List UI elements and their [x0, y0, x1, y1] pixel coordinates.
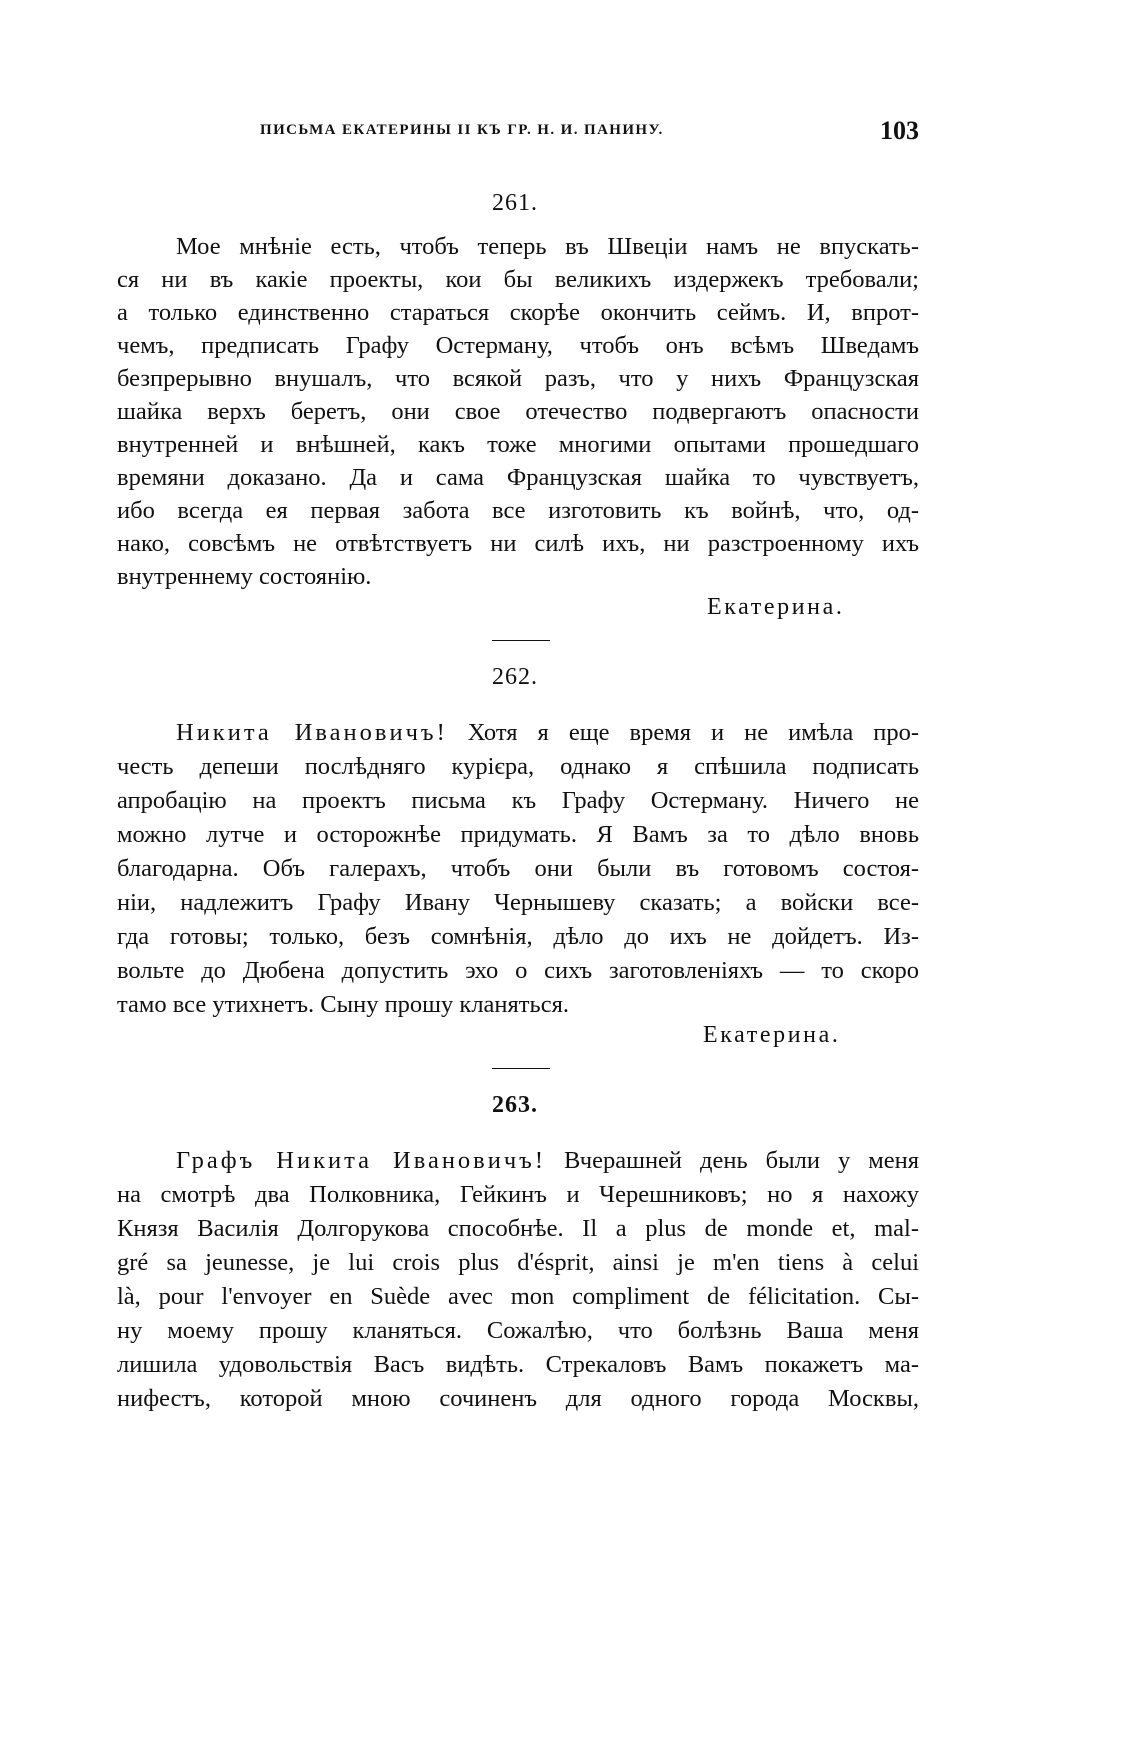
letter-262-line [176, 718, 919, 748]
letter-number-263: 263. [492, 1092, 538, 1118]
letter-262-signature: Екатерина. [703, 1022, 841, 1048]
letter-261-line: шайка верхъ беретъ, они свое отечество подвергаютъ опасности [117, 398, 919, 425]
letter-263-line-text: Вчерашней день были у меня [546, 1147, 919, 1174]
letter-263-line [176, 1146, 919, 1176]
letter-263-line: ну моему прошу кланяться. Сожалѣю, что болѣзнь Ваша меня [117, 1317, 919, 1344]
letter-262-line: гда готовы; только, безъ сомнѣнія, дѣло до ихъ не дойдетъ. Из- [117, 923, 919, 950]
letter-263-line: лишила удовольствія Васъ видѣть. Стрекаловъ Вамъ покажетъ ма- [117, 1351, 919, 1378]
section-divider [492, 640, 550, 641]
letter-263-line: нифестъ, которой мною сочиненъ для одного города Москвы, [117, 1385, 919, 1412]
letter-261-line: чемъ, предписать Графу Остерману, чтобъ онъ всѣмъ Шведамъ [117, 332, 919, 359]
letter-262-salutation: Никита Ивановичъ! [176, 719, 448, 746]
letter-261-line: ибо всегда ея первая забота все изготовить къ войнѣ, что, од- [117, 497, 919, 524]
section-divider [492, 1068, 550, 1069]
letter-261-line: а только единственно стараться скорѣе окончить сеймъ. И, впрот- [117, 299, 919, 326]
letter-261-signature: Екатерина. [707, 594, 845, 620]
letter-261-line: нако, совсѣмъ не отвѣтствуетъ ни силѣ ихъ, ни разстроенному ихъ [117, 530, 919, 557]
letter-263-salutation: Графъ Никита Ивановичъ! [176, 1147, 547, 1174]
letter-262-line: апробацію на проектъ письма къ Графу Остерману. Ничего не [117, 787, 919, 814]
letter-261-line: времяни доказано. Да и сама Французская шайка то чувствуетъ, [117, 464, 919, 491]
letter-263-line: là, pour l'envoyer en Suède avec mon compliment de félicitation. Сы- [117, 1283, 919, 1310]
letter-263-line: gré sa jeunesse, je lui crois plus d'ésprit, ainsi je m'en tiens à celui [117, 1249, 919, 1276]
letter-262-line: благодарна. Объ галерахъ, чтобъ они были въ готовомъ состоя- [117, 855, 919, 882]
running-head: ПИСЬМА ЕКАТЕРИНЫ II КЪ ГР. Н. И. ПАНИНУ. [260, 122, 664, 138]
letter-number-262: 262. [492, 664, 538, 690]
letter-262-line: честь депеши послѣдняго курієра, однако я спѣшила подписать [117, 753, 919, 780]
letter-263-line: на смотрѣ два Полковника, Гейкинъ и Черешниковъ; но я нахожу [117, 1181, 919, 1208]
letter-261-line: ся ни въ какіе проекты, кои бы великихъ издержекъ требовали; [117, 266, 919, 293]
letter-261-line: внутренней и внѣшней, какъ тоже многими опытами прошедшаго [117, 431, 919, 458]
letter-261-line: безпрерывно внушалъ, что всякой разъ, что у нихъ Французская [117, 365, 919, 392]
letter-263-line: Князя Василія Долгорукова способнѣе. Il a plus de monde et, mal- [117, 1215, 919, 1242]
letter-number-261: 261. [492, 190, 538, 216]
letter-261-line: внутреннему состоянію. [117, 563, 372, 590]
letter-261-line: Мое мнѣніе есть, чтобъ теперь въ Швеціи намъ не впускать- [176, 233, 919, 260]
letter-262-line-text: Хотя я еще время и не имѣла про- [447, 719, 920, 746]
letter-262-line: вольте до Дюбена допустить эхо о сихъ заготовленіяхъ — то скоро [117, 957, 919, 984]
letter-262-line: тамо все утихнетъ. Сыну прошу кланяться. [117, 991, 569, 1018]
page-number: 103 [880, 116, 919, 145]
letter-262-line: можно лутче и осторожнѣе придумать. Я Вамъ за то дѣло вновь [117, 821, 919, 848]
letter-262-line: ніи, надлежитъ Графу Ивану Чернышеву сказать; а войски все- [117, 889, 919, 916]
